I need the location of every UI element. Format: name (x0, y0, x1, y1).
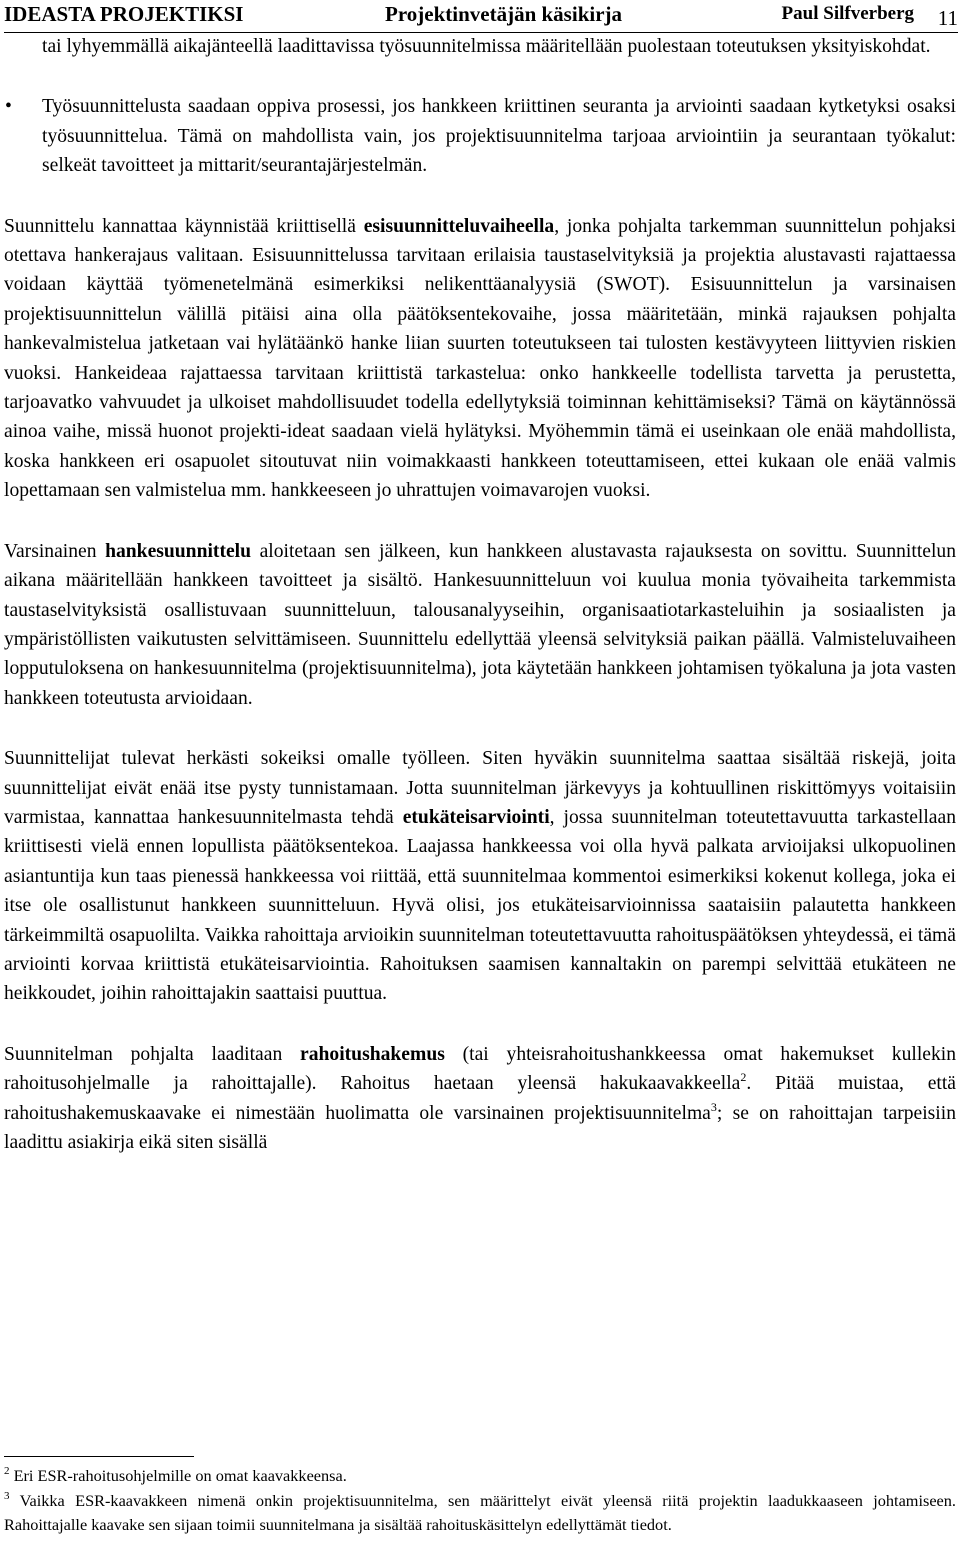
footnote-ref-3[interactable]: 3 (710, 1099, 717, 1114)
term-rahoitushakemus: rahoitushakemus (300, 1043, 445, 1065)
header-book-title: IDEASTA PROJEKTIKSI (4, 2, 244, 26)
bullet-icon: • (5, 96, 12, 118)
page-header (4, 0, 958, 33)
footnote-text: Vaikka ESR-kaavakkeen nimenä onkin projektisuunnitelma, sen määrittelyt eivät yleensä riitä projektin laadukkaaseen johtamiseen. Rahoittajalle kaavake sen sijaan toimii suunnitelmana ja sisältää rahoituskäsittelyn edellyttämät tiedot. (4, 1490, 956, 1534)
footnote-2 (4, 1464, 956, 1489)
term-hankesuunnittelu: hankesuunnittelu (105, 540, 252, 562)
footnote-divider (4, 1456, 194, 1457)
footnote-text: Eri ESR-rahoitusohjelmille on omat kaavakkeensa. (9, 1466, 347, 1485)
footnotes (4, 1464, 956, 1538)
term-esisuunnitteluvaihe: esisuunnitteluvaiheella (363, 215, 555, 237)
footnote-3 (4, 1489, 956, 1538)
footnote-number: 2 (4, 1465, 10, 1477)
header-author: Paul Silfverberg (781, 3, 914, 24)
footnote-number: 3 (4, 1489, 10, 1502)
bullet-item (4, 92, 956, 180)
header-subtitle: Projektinvetäjän käsikirja (385, 2, 623, 26)
footnote-ref-2[interactable]: 2 (740, 1070, 747, 1085)
continued-paragraph: tai lyhyemmällä aikajänteellä laadittavissa työsuunnitelmissa määritellään puolestaan toteutuksen yksityiskohdat. (42, 36, 931, 57)
paragraph-hankesuunnittelu: Varsinainen hankesuunnittelu aloitetaan sen jälkeen, kun hankkeen alustavasta rajauksesta on sovittu. Suunnittelun aikana määritellään hankkeen tavoitteet ja sisältö. Hankesuunnitteluun voi kuulua monia työvaiheita tarkemmista taustaselvityksistä osallistuvaan suunnitteluun, talousanalyyseihin, organisaatiotarkasteluihin ja sosiaalisten ja ympäristöllisten vaikutusten selvittämiseen. Suunnittelu edellyttää yleensä selvityksiä paikan päällä. Valmisteluvaiheen lopputuloksena on hankesuunnitelma (projektisuunnitelma), jota käytetään hankkeen johtamisen työkaluna ja jota vasten hankkeen toteutusta arvioidaan. (4, 540, 956, 709)
page-number: 11 (937, 6, 958, 30)
paragraph-esisuunnittelu: Suunnittelu kannattaa käynnistää kriittisellä esisuunnitteluvaiheella, jonka pohjalta tarkemman suunnittelun pohjaksi otettava hankerajaus valitaan. Esisuunnittelussa tarvitaan erilaisia taustaselvityksiä ja projektia alustavasti rajattaessa voidaan käyttää työmenetelmänä esimerkiksi nelikenttäanalyysiä (SWOT). Esisuunnittelun ja varsinaisen projektisuunnittelun välillä pitäisi aina olla päätöksentekovaihe, jossa määritetään, minkä rajauksen pohjalta hankevalmistelua jatketaan vai hylätäänkö hanke liian suurten toteutukseen tai tulosten kestävyyteen liittyvien riskien vuoksi. Hankeideaa rajattaessa tarvitaan kriittistä tarkastelua: onko hankkeelle todellista tarvetta ja perustetta, tarjoavatko vahvuudet ja ulkoiset mahdollisuudet todella edellytyksiä toiminnan kehittämiseksi? Tämä on käytännössä ainoa vaihe, missä huonot projekti-ideat saadaan vielä hylätyksi. Myöhemmin tämä ei useinkaan ole enää mahdollista, koska hankkeen eri osapuolet sitoutuvat niin voimakkaasti hankkeen toteuttamiseen, ettei kukaan ole enää valmis lopettamaan sen valmistelua mm. hankkeeseen jo uhrattujen voimavarojen vuoksi. (4, 215, 956, 502)
page-body (4, 32, 956, 1157)
term-etukateisarviointi: etukäteisarviointi (402, 806, 550, 828)
paragraph-rahoitushakemus: Suunnitelman pohjalta laaditaan rahoitushakemus (tai yhteisrahoitushankkeessa omat hakemukset kullekin rahoitusohjelmalle ja rahoittajalle). Rahoitus haetaan yleensä hakukaavakkeella$^2$. Pitää muistaa, että rahoitushakemuskaavake ei nimestään huolimatta ole varsinainen projektisuunnitelma$^3$; se on rahoittajan tarpeisiin laadittu asiakirja eikä siten sisällä (4, 1043, 957, 1153)
paragraph-etukateisarviointi: Suunnittelijat tulevat herkästi sokeiksi omalle työlleen. Siten hyväkin suunnitelma saattaa sisältää riskejä, joita suunnittelijat eivät enää itse pysty tunnistamaan. Jotta suunnitelman järkevyys ja kohtuullinen riskittömyys voitaisiin varmistaa, kannattaa hankesuunnitelmasta tehdä etukäteisarviointi, jossa suunnitelman toteutettavuutta tarkastellaan kriittisesti vielä ennen lopullista päätöksentekoa. Laajassa hankkeessa voi olla hyvä palkata arvioijaksi ulkopuolinen asiantuntija kun taas pienessä hankkeessa voi riittää, että suunnitelmaa kommentoi esimerkiksi kokenut kollega, joka ei itse ole osallistunut hankkeen suunnitteluun. Hyvä olisi, jos etukäteisarvioinnissa saataisiin palautetta hankkeen tärkeimmiltä osapuolilta. Vaikka rahoittaja arvioikin suunnitelman toteutettavuutta rahoituspäätöksen yhteydessä, ei tämä arviointi korvaa kriittistä etukäteisarviointia. Rahoituksen saamisen kannaltakin on parempi selvittää etukäteen ne heikkoudet, joihin rahoittajakin saattaisi puuttua. (4, 748, 957, 1005)
bullet-text: Työsuunnittelusta saadaan oppiva prosessi, jos hankkeen kriittinen seuranta ja arviointi saadaan kytketyksi osaksi työsuunnittelua. Tämä on mahdollista vain, jos projektisuunnitelma tarjoaa arviointiin ja seurantaan työkalut: selkeät tavoitteet ja mittarit/seurantajärjestelmän. (42, 96, 956, 177)
